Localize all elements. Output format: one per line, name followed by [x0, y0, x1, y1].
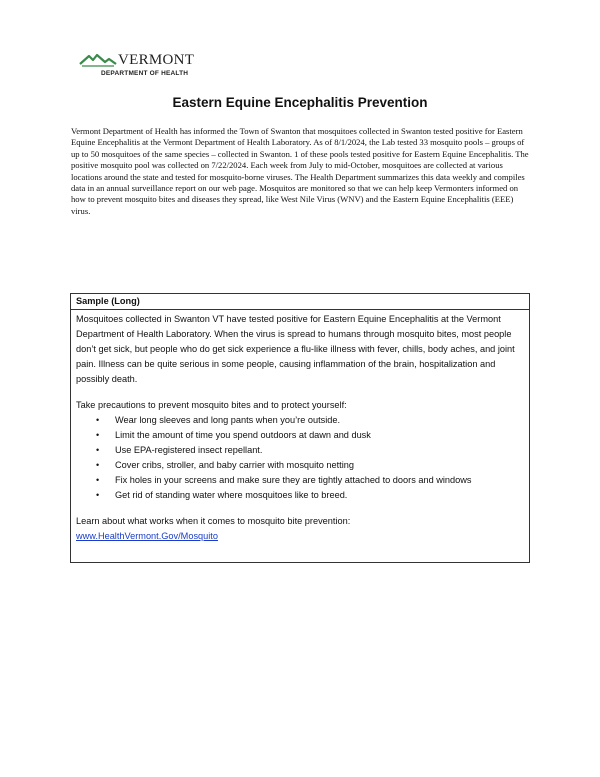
logo-subtitle: DEPARTMENT OF HEALTH: [101, 70, 189, 77]
tips-list: [76, 413, 523, 503]
mosquito-info-link[interactable]: www.HealthVermont.Gov/Mosquito: [76, 531, 218, 541]
sample-paragraph: Mosquitoes collected in Swanton VT have tested positive for Eastern Equine Encephalitis at the Vermont Department of Health Laboratory. When the virus is spread to humans through mosquito bites, most people don’t get sick, but people who do get sick experience a flu-like illness with fever, chills, body aches, and joint pain. Illness can be quite serious in some people, causing inflammation of the brain, hospitalization and possibly death.: [76, 314, 515, 384]
list-item: • Cover cribs, stroller, and baby carrier with mosquito netting: [96, 458, 523, 473]
intro-paragraph: Vermont Department of Health has informed the Town of Swanton that mosquitoes collected in Swanton tested positive for Eastern Equine Encephalitis at the Vermont Department of Health Laboratory. As of 8/1/2024, the Lab tested 33 mosquito pools – groups of up to 50 mosquitoes of the same species – collected in Swanton. 1 of these pools tested positive for Eastern Equine Encephalitis. The positive mosquito pool was collected on 7/22/2024. Each week from July to mid-October, mosquitoes are collected at various locations around the state and tested for mosquito-borne viruses. The Health Department summarizes this data weekly and compiles data in an annual surveillance report on our web page. Mosquitos are monitored so that we can help keep Vermonters informed on how to prevent mosquito bites and diseases they spread, like West Nile Virus (WNV) and the Eastern Equine Encephalitis (EEE) virus.: [71, 126, 529, 216]
sample-heading: Sample (Long): [71, 294, 529, 310]
list-item: • Get rid of standing water where mosquitoes like to breed.: [96, 488, 523, 503]
logo-name: VERMONT: [118, 52, 195, 68]
list-item: • Fix holes in your screens and make sure they are tightly attached to doors and windows: [96, 473, 523, 488]
learn-text: Learn about what works when it comes to mosquito bite prevention:: [76, 516, 351, 526]
precautions-intro: Take precautions to prevent mosquito bites and to protect yourself:: [76, 400, 347, 410]
list-item: • Wear long sleeves and long pants when you’re outside.: [96, 413, 523, 428]
list-item: • Limit the amount of time you spend outdoors at dawn and dusk: [96, 428, 523, 443]
mountain-logo-icon: [78, 52, 120, 68]
list-item: • Use EPA-registered insect repellant.: [96, 443, 523, 458]
sample-body: [71, 310, 529, 544]
sample-box: [70, 293, 530, 563]
page-title: Eastern Equine Encephalitis Prevention: [172, 95, 428, 110]
vermont-health-logo: [78, 52, 198, 82]
